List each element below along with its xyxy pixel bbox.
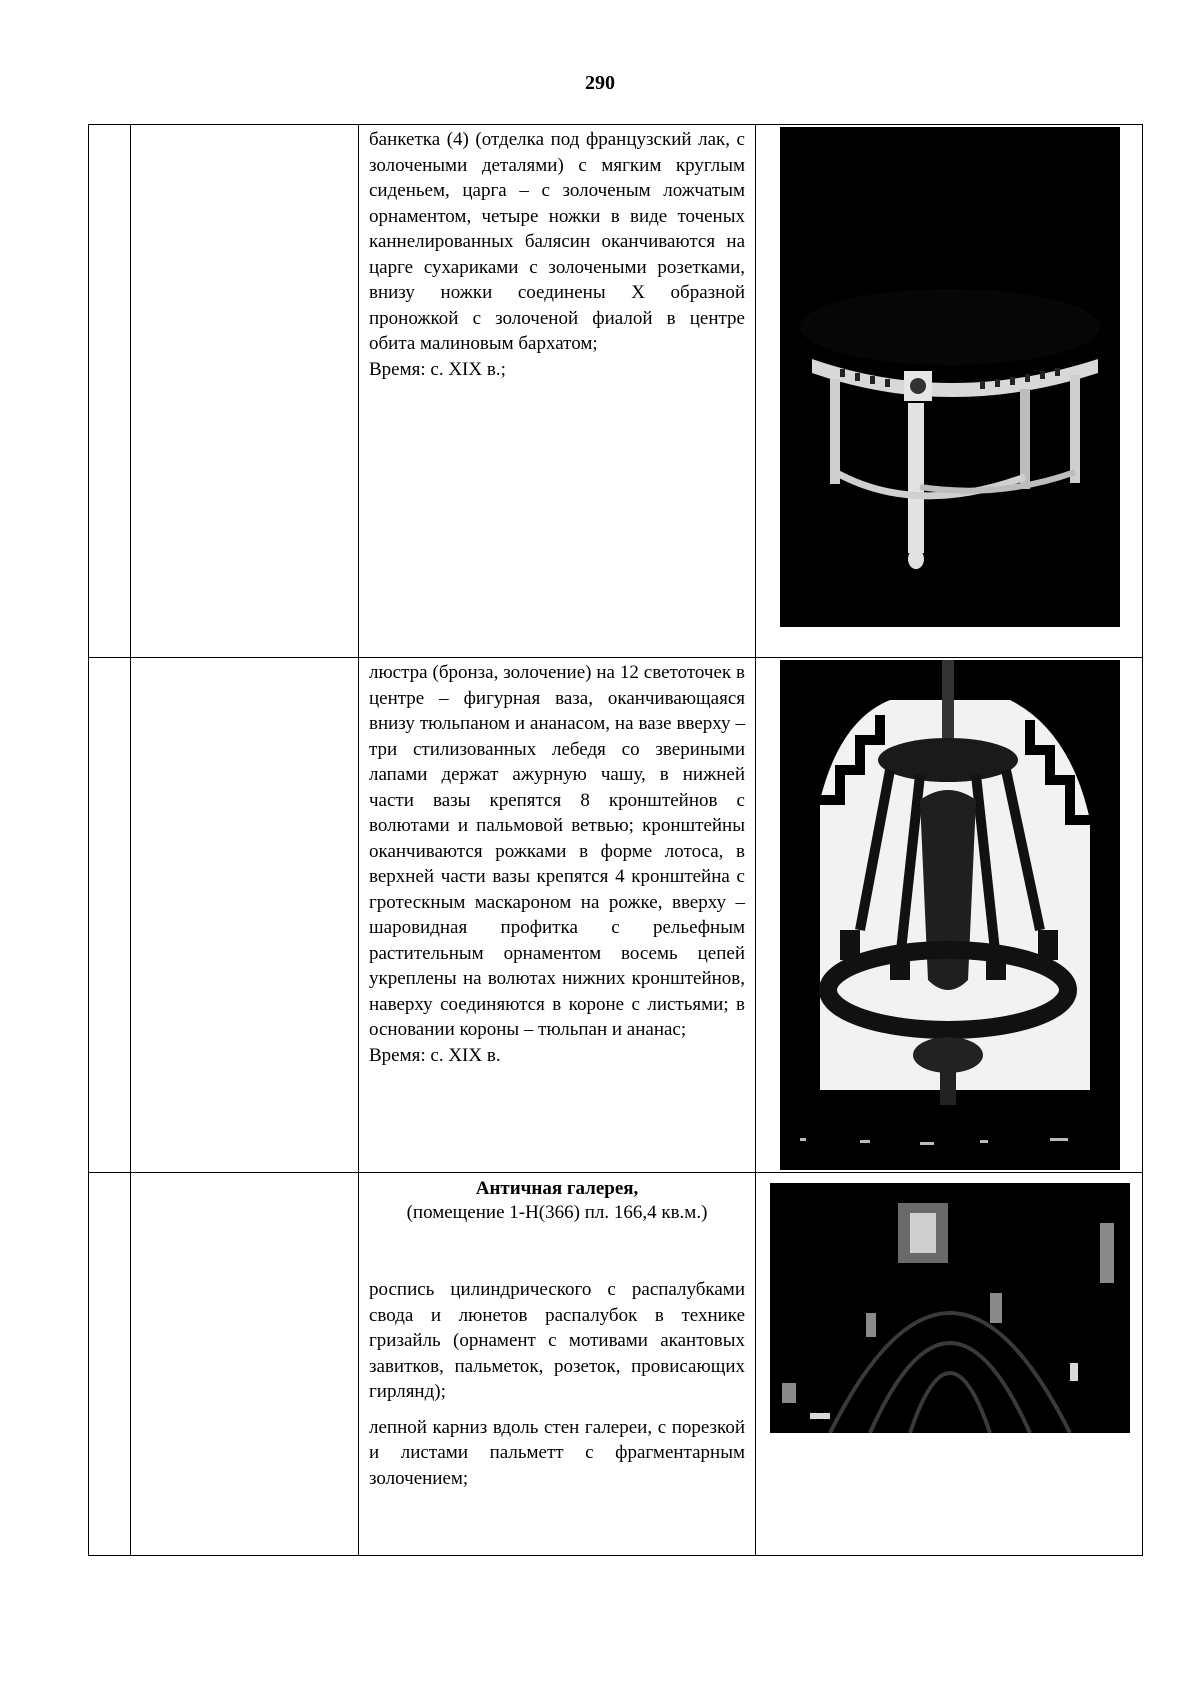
gallery-photo (770, 1183, 1130, 1433)
index-cell (89, 125, 131, 658)
table-row (89, 125, 1143, 658)
photo-cell (756, 658, 1143, 1173)
index-cell (89, 658, 131, 1173)
chandelier-photo (780, 660, 1120, 1170)
item-description: люстра (бронза, золочение) на 12 светоточек в центре – фигурная ваза, оканчивающаяся внизу тюльпаном и ананасом, на вазе вверху – три стилизованных лебедя со звериными лапами держат ажурную чашу, в нижней части вазы крепятся 8 кронштейнов с волютами и пальмовой ветвью; кронштейны оканчиваются рожками в форме лотоса, в верхней части вазы крепятся 4 кронштейна с гротескным маскароном на рожке, вверху – шаровидная профитка с рельефным растительным орнаментом восемь цепей укреплены на волютах нижних кронштейнов, наверху соединяются в короне с листьями; в основании короны – тюльпан и ананас; (369, 662, 745, 1040)
description-cell (359, 125, 756, 658)
item-description: роспись цилиндрического с распалубками свода и люнетов распалубок в технике гризайль (орнамент с мотивами акантовых завитков, пальметок, розеток, провисающих гирлянд); (369, 1279, 745, 1402)
registry-table (88, 124, 1143, 1556)
item-description: банкетка (4) (отделка под французский лак, с золочеными деталями) с мягким круглым сиденьем, царга – с золоченым ложчатым орнаментом, четыре ножки в виде точеных каннелированных балясин оканчиваются на царге сухариками с золочеными розетками, внизу ножки соединены Х образной проножкой с золоченой фиалой в центре обита малиновым бархатом; (369, 129, 745, 354)
item-time: Время: с. XIX в.; (369, 358, 506, 380)
photo-cell (756, 125, 1143, 658)
name-cell (131, 658, 359, 1173)
table-row (89, 1173, 1143, 1556)
index-cell (89, 1173, 131, 1556)
table-row (89, 658, 1143, 1173)
section-subtitle: (помещение 1-Н(366) пл. 166,4 кв.м.) (406, 1202, 708, 1223)
description-cell (359, 658, 756, 1173)
section-title: Античная галерея, (475, 1178, 639, 1199)
description-cell (359, 1173, 756, 1556)
name-cell (131, 1173, 359, 1556)
banquette-photo (780, 127, 1120, 627)
item-description: лепной карниз вдоль стен галереи, с порезкой и листами пальметт с фрагментарным золочением; (369, 1416, 745, 1489)
photo-cell (756, 1173, 1143, 1556)
page-number: 290 (585, 72, 615, 94)
item-time: Время: с. XIX в. (369, 1044, 501, 1066)
name-cell (131, 125, 359, 658)
